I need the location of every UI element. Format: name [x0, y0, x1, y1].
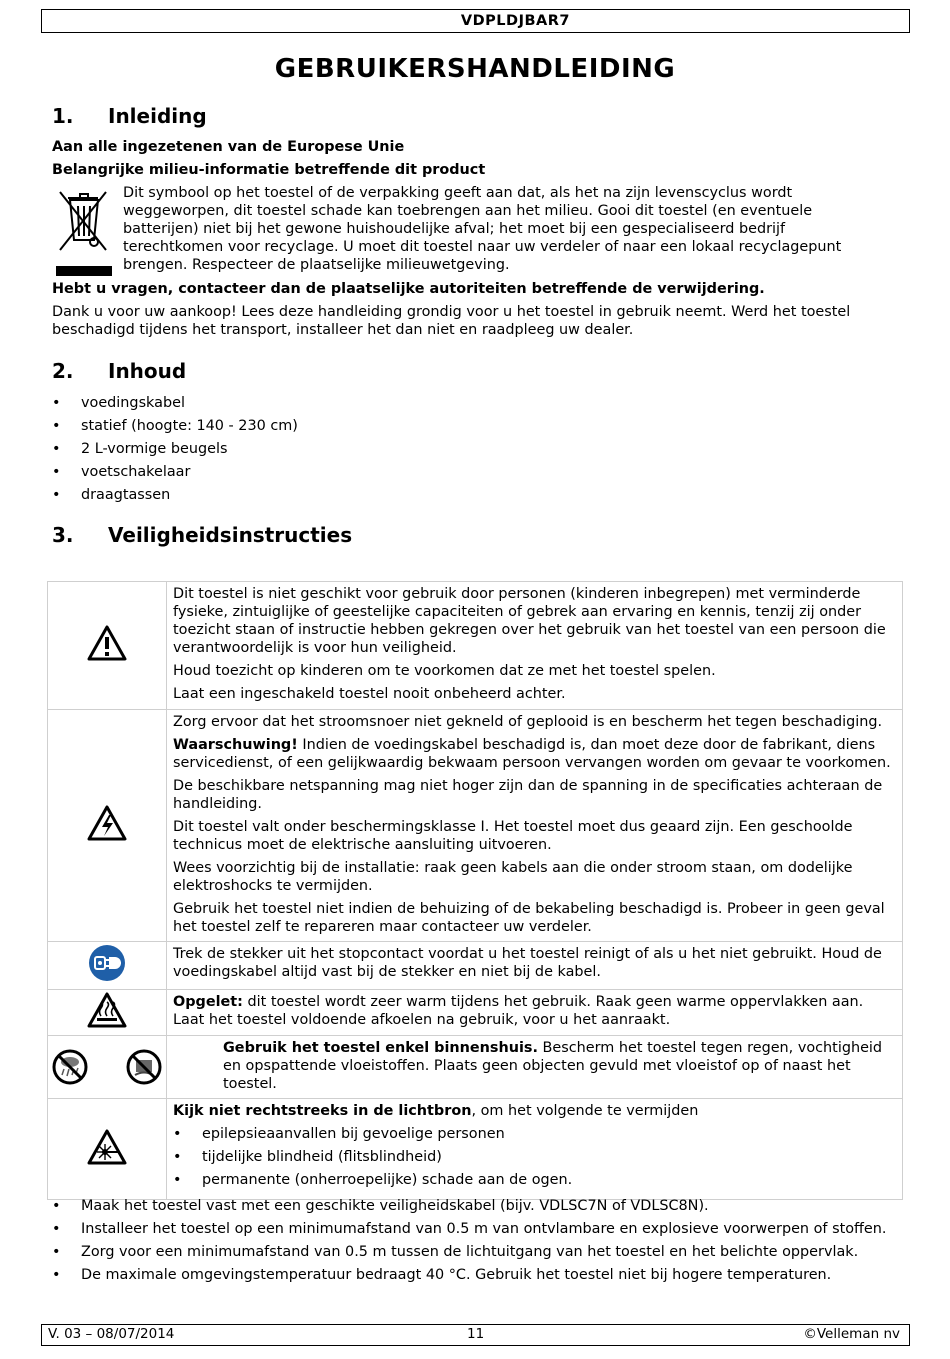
document-title — [0, 52, 950, 86]
safety-text — [223, 1039, 898, 1093]
safety-text: Dit toestel is niet geschikt voor gebruik door personen (kinderen inbegrepen) met verminderde fysieke, zintuiglijke of geestelijke capaciteiten of gebrek aan ervaring en kennis, tenzij zij onder toezicht staan of instructie hebben gekregen over het gebruik van het toestel van een persoon die verantwoordelijk is voor hun veiligheid. — [173, 586, 886, 656]
safety-text: Wees voorzichtig bij de installatie: raak geen kabels aan die onder stroom staan, om dodelijke elektroshocks te vermijden. — [173, 860, 853, 894]
safety-text: Dit toestel valt onder beschermingsklasse I. Het toestel moet dus geaard zijn. Een geschoolde technicus moet de elektrische aansluiting uitvoeren. — [173, 819, 853, 853]
safety-text-cell — [167, 582, 903, 710]
thanks-paragraph — [52, 303, 902, 339]
safety-table — [47, 581, 903, 1200]
list-item: • tijdelijke blindheid (flitsblindheid) — [173, 1148, 898, 1166]
safety-row-unplug — [48, 942, 903, 990]
environment-heading: Belangrijke milieu-informatie betreffende dit product — [52, 162, 486, 178]
safety-text — [173, 993, 898, 1029]
safety-icon-cell — [48, 582, 167, 710]
section-heading-veiligheid — [52, 523, 352, 547]
no-rain-icon — [52, 1049, 88, 1085]
thanks-line: Dank u voor uw aankoop! Lees deze handleiding grondig voor u het toestel in gebruik neemt. Werd het toestel — [52, 304, 851, 320]
safety-row-hot — [48, 990, 903, 1036]
product-code: VDPLDJBAR7 — [460, 13, 570, 29]
safety-text-cell — [167, 1036, 903, 1099]
list-item: • Maak het toestel vast met een geschikte veiligheidskabel (bijv. VDLSC7N of VDLSC8N). — [52, 1197, 902, 1215]
safety-icon-cell — [48, 1099, 167, 1200]
laser-label: Kijk niet rechtstreeks in de lichtbron — [173, 1103, 472, 1119]
laser-icon — [87, 1129, 127, 1165]
document-title-text: GEBRUIKERSHANDLEIDING — [274, 54, 676, 84]
laser-risk-list — [173, 1125, 898, 1189]
safety-text-cell — [167, 1099, 903, 1200]
safety-text: Trek de stekker uit het stopcontact voordat u het toestel reinigt of als u het niet gebruikt. Houd de voedingskabel altijd vast bij de stekker en niet bij de kabel. — [173, 946, 882, 980]
list-item: • Zorg voor een minimumafstand van 0.5 m tussen de lichtuitgang van het toestel en het belichte oppervlak. — [52, 1243, 902, 1261]
safety-text — [173, 736, 898, 772]
safety-text-cell — [167, 990, 903, 1036]
warning-label: Waarschuwing! — [173, 737, 298, 753]
safety-row-laser — [48, 1099, 903, 1200]
list-item: • statief (hoogte: 140 - 230 cm) — [52, 417, 902, 435]
section-title: Inhoud — [108, 359, 187, 383]
safety-text-cell — [167, 942, 903, 990]
indoor-label: Gebruik het toestel enkel binnenshuis. — [223, 1040, 538, 1056]
safety-row-electric — [48, 710, 903, 942]
safety-text — [173, 1102, 898, 1120]
warning-icon — [87, 625, 127, 661]
extra-safety-list — [52, 1197, 902, 1289]
list-item: • voedingskabel — [52, 394, 902, 412]
eu-heading: Aan alle ingezetenen van de Europese Unie — [52, 139, 405, 155]
hot-surface-icon — [87, 992, 127, 1028]
safety-text-body: Bescherm het toestel tegen regen, vochtigheid en opspattende vloeistoffen. Plaats geen objecten gevuld met vloeistof op of naast het toestel. — [223, 1040, 883, 1092]
weee-line: batterijen) niet bij het gewone huishoudelijke afval; het moet bij een gespecialiseerd bedrijf — [123, 221, 786, 237]
section-heading-inhoud — [52, 359, 186, 383]
safety-row-general — [48, 582, 903, 710]
safety-text: Houd toezicht op kinderen om te voorkomen dat ze met het toestel spelen. — [173, 663, 716, 679]
caution-label: Opgelet: — [173, 994, 243, 1010]
section-number: 3. — [52, 523, 74, 547]
safety-row-indoor — [48, 1036, 903, 1099]
safety-text: Laat een ingeschakeld toestel nooit onbeheerd achter. — [173, 686, 566, 702]
safety-text: Gebruik het toestel niet indien de behuizing of de bekabeling beschadigd is. Probeer in geen geval het toestel zelf te repareren maar contacteer uw verdeler. — [173, 901, 885, 935]
safety-text: Zorg ervoor dat het stroomsnoer niet gekneld of geplooid is en bescherm het tegen beschadiging. — [173, 714, 883, 730]
no-splash-icon — [126, 1049, 162, 1085]
footer-page-number: 11 — [467, 1326, 485, 1342]
safety-text-cell — [167, 710, 903, 942]
section-title: Veiligheidsinstructies — [108, 523, 353, 547]
safety-icon-cell — [48, 1036, 167, 1099]
thanks-line: beschadigd tijdens het transport, installeer het dan niet en raadpleeg uw dealer. — [52, 322, 634, 338]
safety-icon-cell — [48, 710, 167, 942]
section-heading-inleiding — [52, 104, 207, 128]
contact-authorities: Hebt u vragen, contacteer dan de plaatselijke autoriteiten betreffende de verwijdering. — [52, 281, 765, 297]
weee-line: brengen. Respecteer de plaatselijke milieuwetgeving. — [123, 257, 510, 273]
list-item: • draagtassen — [52, 486, 902, 504]
safety-text: De beschikbare netspanning mag niet hoger zijn dan de spanning in de specificaties achteraan de handleiding. — [173, 778, 883, 812]
list-item: • 2 L-vormige beugels — [52, 440, 902, 458]
weee-line: Dit symbool op het toestel of de verpakking geeft aan dat, als het na zijn levenscyclus wordt — [123, 185, 793, 201]
contents-list — [52, 394, 902, 509]
list-item: • De maximale omgevingstemperatuur bedraagt 40 °C. Gebruik het toestel niet bij hogere temperaturen. — [52, 1266, 902, 1284]
safety-icon-cell — [48, 990, 167, 1036]
section-number: 1. — [52, 104, 74, 128]
safety-text-body: dit toestel wordt zeer warm tijdens het gebruik. Raak geen warme oppervlakken aan. Laat het toestel voldoende afkoelen na gebruik, voor u het aanraakt. — [173, 994, 864, 1028]
footer-version: V. 03 – 08/07/2014 — [48, 1326, 175, 1342]
electric-shock-icon — [87, 805, 127, 841]
list-item: • voetschakelaar — [52, 463, 902, 481]
weee-text — [123, 184, 903, 274]
weee-line: terechtkomen voor recyclage. U moet dit toestel naar uw verdeler of naar een lokaal recyclagepunt — [123, 239, 842, 255]
section-number: 2. — [52, 359, 74, 383]
unplug-icon — [88, 944, 126, 982]
safety-text-body: , om het volgende te vermijden — [471, 1103, 699, 1119]
section-title: Inleiding — [108, 104, 207, 128]
weee-line: weggeworpen, dit toestel schade kan toebrengen aan het milieu. Gooi dit toestel (en eventuele — [123, 203, 813, 219]
safety-text-body: Indien de voedingskabel beschadigd is, dan moet deze door de fabrikant, diens servicedienst, of een gelijkwaardig bekwaam persoon vervangen worden om gevaar te voorkomen. — [173, 737, 891, 771]
list-item: • permanente (onherroepelijke) schade aan de ogen. — [173, 1171, 898, 1189]
weee-bin-icon — [54, 184, 114, 280]
safety-icon-cell — [48, 942, 167, 990]
list-item: • Installeer het toestel op een minimumafstand van 0.5 m van ontvlambare en explosieve voorwerpen of stoffen. — [52, 1220, 902, 1238]
list-item: • epilepsieaanvallen bij gevoelige personen — [173, 1125, 898, 1143]
footer-brand: ©Velleman nv — [803, 1326, 900, 1342]
